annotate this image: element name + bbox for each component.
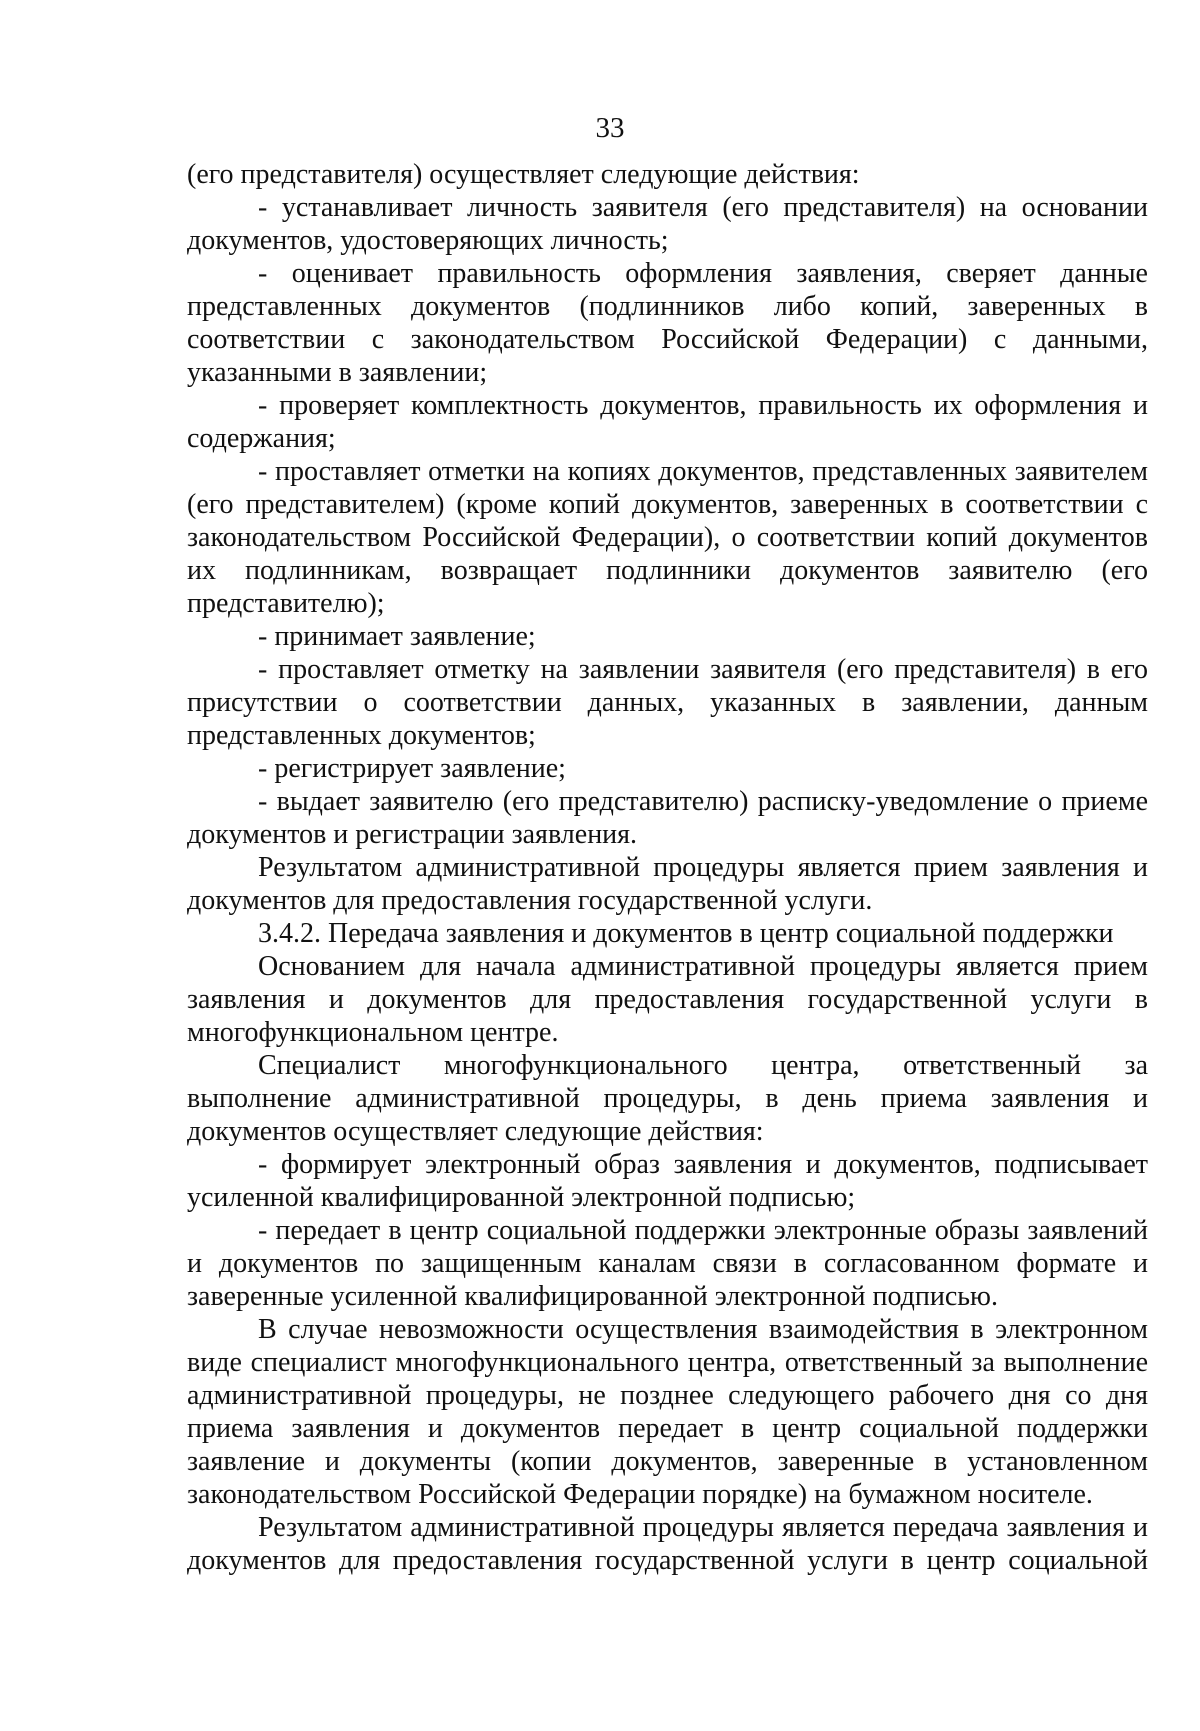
list-item-mark-application: - проставляет отметку на заявлении заявителя (его представителя) в его присутствии о соответствии данных, указанных в заявлении, данным представленных документов; [187,654,1148,751]
list-item-check-application: - оценивает правильность оформления заявления, сверяет данные представленных документов (подлинников либо копий, заверенных в соответствии с законодательством Российской Федерации) с данными, указанными в заявлении; [187,258,1148,388]
paragraph-result-reception: Результатом административной процедуры является прием заявления и документов для предоставления государственной услуги. [187,852,1148,916]
page-number: 33 [595,112,625,144]
list-item-issue-receipt: - выдает заявителю (его представителю) расписку-уведомление о приеме документов и регистрации заявления. [187,786,1148,850]
paragraph-paper-transfer: В случае невозможности осуществления взаимодействия в электронном виде специалист многофункционального центра, ответственный за выполнение административной процедуры, не позднее следующего рабочего дня со дня приема заявления и документов передает в центр социальной поддержки заявление и документы (копии документов, заверенные в установленном законодательством Российской Федерации порядке) на бумажном носителе. [187,1314,1148,1510]
list-item-accept-application: - принимает заявление; [258,621,536,652]
paragraph-continuation: (его представителя) осуществляет следующие действия: [187,159,860,190]
list-item-mark-copies: - проставляет отметки на копиях документов, представленных заявителем (его представителем) (кроме копий документов, заверенных в соответствии с законодательством Российской Федерации), о соответствии копий документов их подлинникам, возвращает подлинники документов заявителю (его представителю); [187,456,1148,619]
paragraph-specialist-actions: Специалист многофункционального центра, ответственный за выполнение административной процедуры, в день приема заявления и документов осуществляет следующие действия: [187,1050,1148,1147]
section-heading-3-4-2: 3.4.2. Передача заявления и документов в центр социальной поддержки [258,918,1114,949]
list-item-transfer-electronic: - передает в центр социальной поддержки электронные образы заявлений и документов по защищенным каналам связи в согласованном формате и заверенные усиленной квалифицированной электронной подписью. [187,1215,1148,1312]
list-item-check-completeness: - проверяет комплектность документов, правильность их оформления и содержания; [187,390,1148,454]
list-item-identify-applicant: - устанавливает личность заявителя (его представителя) на основании документов, удостоверяющих личность; [187,192,1148,256]
paragraph-result-transfer: Результатом административной процедуры является передача заявления и документов для предоставления государственной услуги в центр социальной [187,1512,1148,1576]
list-item-register-application: - регистрирует заявление; [258,753,566,784]
document-body [187,158,1148,1577]
list-item-form-electronic-image: - формирует электронный образ заявления и документов, подписывает усиленной квалифицированной электронной подписью; [187,1149,1148,1213]
paragraph-basis: Основанием для начала административной процедуры является прием заявления и документов для предоставления государственной услуги в многофункциональном центре. [187,951,1148,1048]
